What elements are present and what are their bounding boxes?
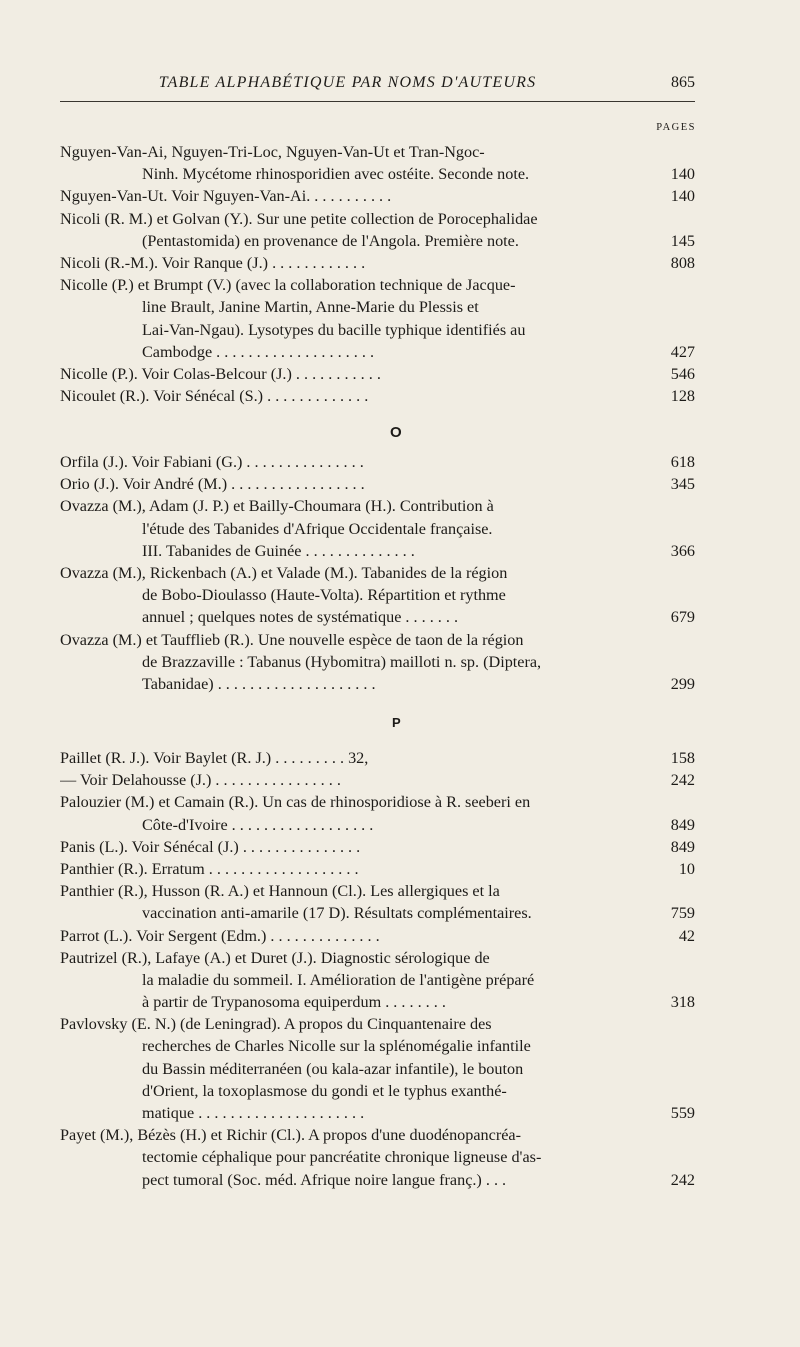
entry-line <box>60 562 695 584</box>
entry-line <box>60 925 695 947</box>
entry-text: Orio (J.). Voir André (M.) . . . . . . . . . . . . . . . . . <box>60 475 365 494</box>
index-entry-orio <box>60 473 695 495</box>
entry-line <box>60 274 695 296</box>
entry-line <box>60 185 695 207</box>
page-reference: 679 <box>670 608 695 627</box>
entry-text: pect tumoral (Soc. méd. Afrique noire langue franç.) . . . <box>142 1170 507 1189</box>
entry-line <box>60 451 695 473</box>
entry-text: Ovazza (M.), Adam (J. P.) et Bailly-Choumara (H.). Contribution à <box>60 497 494 516</box>
entry-continuation-line <box>60 969 695 991</box>
index-entry-orfila <box>60 451 695 473</box>
page-reference: 345 <box>670 475 695 494</box>
page-number: 865 <box>671 74 695 91</box>
page-reference: 299 <box>670 674 695 693</box>
page-reference: 140 <box>670 187 695 206</box>
entry-text: Nguyen-Van-Ut. Voir Nguyen-Van-Ai. . . . . . . . . . . <box>60 187 392 206</box>
page-reference: 140 <box>670 165 695 184</box>
entry-text: III. Tabanides de Guinée . . . . . . . . . . . . . . <box>142 541 415 560</box>
index-entry-ovazza-adam <box>60 495 695 562</box>
entry-text: line Brault, Janine Martin, Anne-Marie du Plessis et <box>142 298 479 317</box>
index-entry-panis <box>60 836 695 858</box>
page-reference: 618 <box>670 453 695 471</box>
entry-line <box>60 747 695 769</box>
entry-line <box>60 208 695 230</box>
entries-o <box>60 451 695 695</box>
page-reference: 128 <box>670 387 695 406</box>
entry-line <box>60 473 695 495</box>
entry-continuation-line <box>60 518 695 540</box>
entry-text: — Voir Delahousse (J.) . . . . . . . . . . . . . . . . <box>60 771 341 790</box>
entry-text: Paillet (R. J.). Voir Baylet (R. J.) . . . . . . . . . 32, <box>60 749 369 767</box>
entry-line <box>60 769 695 791</box>
entry-text: d'Orient, la toxoplasmose du gondi et le typhus exanthé- <box>142 1081 507 1100</box>
entry-text: matique . . . . . . . . . . . . . . . . . . . . . <box>142 1104 365 1122</box>
entry-continuation-line <box>60 902 695 924</box>
entry-text: Cambodge . . . . . . . . . . . . . . . . . . . . <box>142 342 375 361</box>
entry-text: de Brazzaville : Tabanus (Hybomitra) mailloti n. sp. (Diptera, <box>142 652 542 671</box>
entry-continuation-line <box>60 1102 695 1124</box>
entry-continuation-line <box>60 651 695 673</box>
entry-text: Payet (M.), Bézès (H.) et Richir (Cl.). A propos d'une duodénopancréa- <box>60 1126 521 1145</box>
index-entry-nicolle-brumpt <box>60 274 695 363</box>
entry-line <box>60 495 695 517</box>
entry-text: Nicoulet (R.). Voir Sénécal (S.) . . . . . . . . . . . . . <box>60 387 369 406</box>
index-entry-nguyen-van-ai <box>60 141 695 185</box>
entry-line <box>60 791 695 813</box>
entry-line <box>60 1013 695 1035</box>
entry-line <box>60 880 695 902</box>
entry-continuation-line <box>60 230 695 252</box>
entry-line <box>60 385 695 407</box>
entry-continuation-line <box>60 1080 695 1102</box>
page-reference: 366 <box>670 541 695 560</box>
entry-text: Panthier (R.), Husson (R. A.) et Hannoun (Cl.). Les allergiques et la <box>60 882 500 901</box>
section-heading-p: P <box>392 715 401 730</box>
running-title: TABLE ALPHABÉTIQUE PAR NOMS D'AUTEURS <box>158 74 537 91</box>
entry-line <box>60 1124 695 1146</box>
entry-continuation-line <box>60 584 695 606</box>
entry-line <box>60 363 695 385</box>
index-entry-nguyen-van-ut <box>60 185 695 207</box>
index-entry-parrot <box>60 925 695 947</box>
entry-text: Pavlovsky (E. N.) (de Leningrad). A propos du Cinquantenaire des <box>60 1015 492 1034</box>
page-reference: 427 <box>670 342 695 361</box>
entry-text: Ovazza (M.), Rickenbach (A.) et Valade (M.). Tabanides de la région <box>60 563 508 582</box>
page-reference: 145 <box>670 231 695 250</box>
page-reference: 759 <box>670 904 695 923</box>
entry-continuation-line <box>60 296 695 318</box>
page-reference: 242 <box>670 1170 695 1189</box>
entry-line <box>60 252 695 274</box>
entry-continuation-line <box>60 1146 695 1168</box>
running-header <box>60 74 695 100</box>
entry-line <box>60 947 695 969</box>
entry-text: Pautrizel (R.), Lafaye (A.) et Duret (J.). Diagnostic sérologique de <box>60 948 490 967</box>
section-heading-o: O <box>390 424 402 441</box>
entry-text: Nguyen-Van-Ai, Nguyen-Tri-Loc, Nguyen-Van-Ut et Tran-Ngoc- <box>60 143 485 161</box>
index-entry-nicoulet <box>60 385 695 407</box>
entry-continuation-line <box>60 814 695 836</box>
page-reference: 158 <box>670 749 695 767</box>
index-entry-ovazza-taufflieb <box>60 629 695 696</box>
entry-text: Palouzier (M.) et Camain (R.). Un cas de rhinosporidiose à R. seeberi en <box>60 793 531 812</box>
entry-text: Parrot (L.). Voir Sergent (Edm.) . . . . . . . . . . . . . . <box>60 926 380 945</box>
entry-continuation-line <box>60 319 695 341</box>
entry-continuation-line <box>60 341 695 363</box>
entry-text: tectomie céphalique pour pancréatite chronique ligneuse d'as- <box>142 1148 542 1167</box>
entry-text: Ovazza (M.) et Taufflieb (R.). Une nouvelle espèce de taon de la région <box>60 630 524 649</box>
page-reference: 10 <box>678 859 695 878</box>
index-entry-nicolle-colas <box>60 363 695 385</box>
entry-continuation-line <box>60 163 695 185</box>
entry-text: vaccination anti-amarile (17 D). Résultats complémentaires. <box>142 904 532 923</box>
index-entry-palouzier <box>60 791 695 835</box>
index-entry-paillet-delahousse <box>60 769 695 791</box>
page-reference: 242 <box>670 771 695 790</box>
entry-text: recherches de Charles Nicolle sur la splénomégalie infantile <box>142 1037 531 1056</box>
entry-line <box>60 141 695 163</box>
index-entry-panthier-husson <box>60 880 695 924</box>
entry-continuation-line <box>60 673 695 695</box>
entry-line <box>60 836 695 858</box>
entry-text: la maladie du sommeil. I. Amélioration de l'antigène préparé <box>142 970 535 989</box>
entry-text: Lai-Van-Ngau). Lysotypes du bacille typhique identifiés au <box>142 320 526 339</box>
entry-continuation-line <box>60 991 695 1013</box>
index-entry-paillet-baylet <box>60 747 695 769</box>
header-rule <box>60 101 695 102</box>
entry-text: annuel ; quelques notes de systématique . . . . . . . <box>142 608 459 627</box>
entry-text: (Pentastomida) en provenance de l'Angola. Première note. <box>142 231 519 250</box>
entry-continuation-line <box>60 606 695 628</box>
entry-continuation-line <box>60 1058 695 1080</box>
entries-n <box>60 141 695 407</box>
entry-text: à partir de Trypanosoma equiperdum . . . . . . . . <box>142 993 446 1012</box>
page-reference: 42 <box>678 926 695 945</box>
entry-text: Panthier (R.). Erratum . . . . . . . . . . . . . . . . . . . <box>60 859 359 878</box>
entry-text: Nicolle (P.). Voir Colas-Belcour (J.) . . . . . . . . . . . <box>60 364 381 383</box>
page-reference: 849 <box>670 815 695 834</box>
entry-text: Orfila (J.). Voir Fabiani (G.) . . . . . . . . . . . . . . . <box>60 453 364 471</box>
entry-text: Tabanidae) . . . . . . . . . . . . . . . . . . . . <box>142 674 376 693</box>
index-entry-nicoli-ranque <box>60 252 695 274</box>
entry-continuation-line <box>60 1035 695 1057</box>
entry-text: Nicolle (P.) et Brumpt (V.) (avec la collaboration technique de Jacque- <box>60 276 516 295</box>
index-entry-nicoli-golvan <box>60 208 695 252</box>
page-reference: 808 <box>670 253 695 272</box>
page-reference: 849 <box>670 837 695 856</box>
entry-continuation-line <box>60 540 695 562</box>
entry-text: Nicoli (R.-M.). Voir Ranque (J.) . . . . . . . . . . . . <box>60 253 366 272</box>
entry-text: de Bobo-Dioulasso (Haute-Volta). Répartition et rythme <box>142 586 506 605</box>
page-reference: 559 <box>670 1104 695 1122</box>
pages-column-label: PAGES <box>656 122 696 133</box>
index-entry-payet <box>60 1124 695 1191</box>
entry-line <box>60 629 695 651</box>
entry-continuation-line <box>60 1169 695 1191</box>
entry-text: Panis (L.). Voir Sénécal (J.) . . . . . . . . . . . . . . . <box>60 837 361 856</box>
index-entry-panthier-erratum <box>60 858 695 880</box>
entry-text: Nicoli (R. M.) et Golvan (Y.). Sur une petite collection de Porocephalidae <box>60 209 538 228</box>
page-reference: 318 <box>670 993 695 1012</box>
entry-line <box>60 858 695 880</box>
entry-text: Côte-d'Ivoire . . . . . . . . . . . . . . . . . . <box>142 815 374 834</box>
index-entry-ovazza-rickenbach <box>60 562 695 629</box>
entry-text: l'étude des Tabanides d'Afrique Occidentale française. <box>142 519 493 538</box>
entry-text: du Bassin méditerranéen (ou kala-azar infantile), le bouton <box>142 1059 524 1078</box>
entry-text: Ninh. Mycétome rhinosporidien avec ostéite. Seconde note. <box>142 165 530 184</box>
entries-p <box>60 747 695 1191</box>
index-entry-pavlovsky <box>60 1013 695 1124</box>
page-reference: 546 <box>670 364 695 383</box>
index-entry-pautrizel <box>60 947 695 1014</box>
